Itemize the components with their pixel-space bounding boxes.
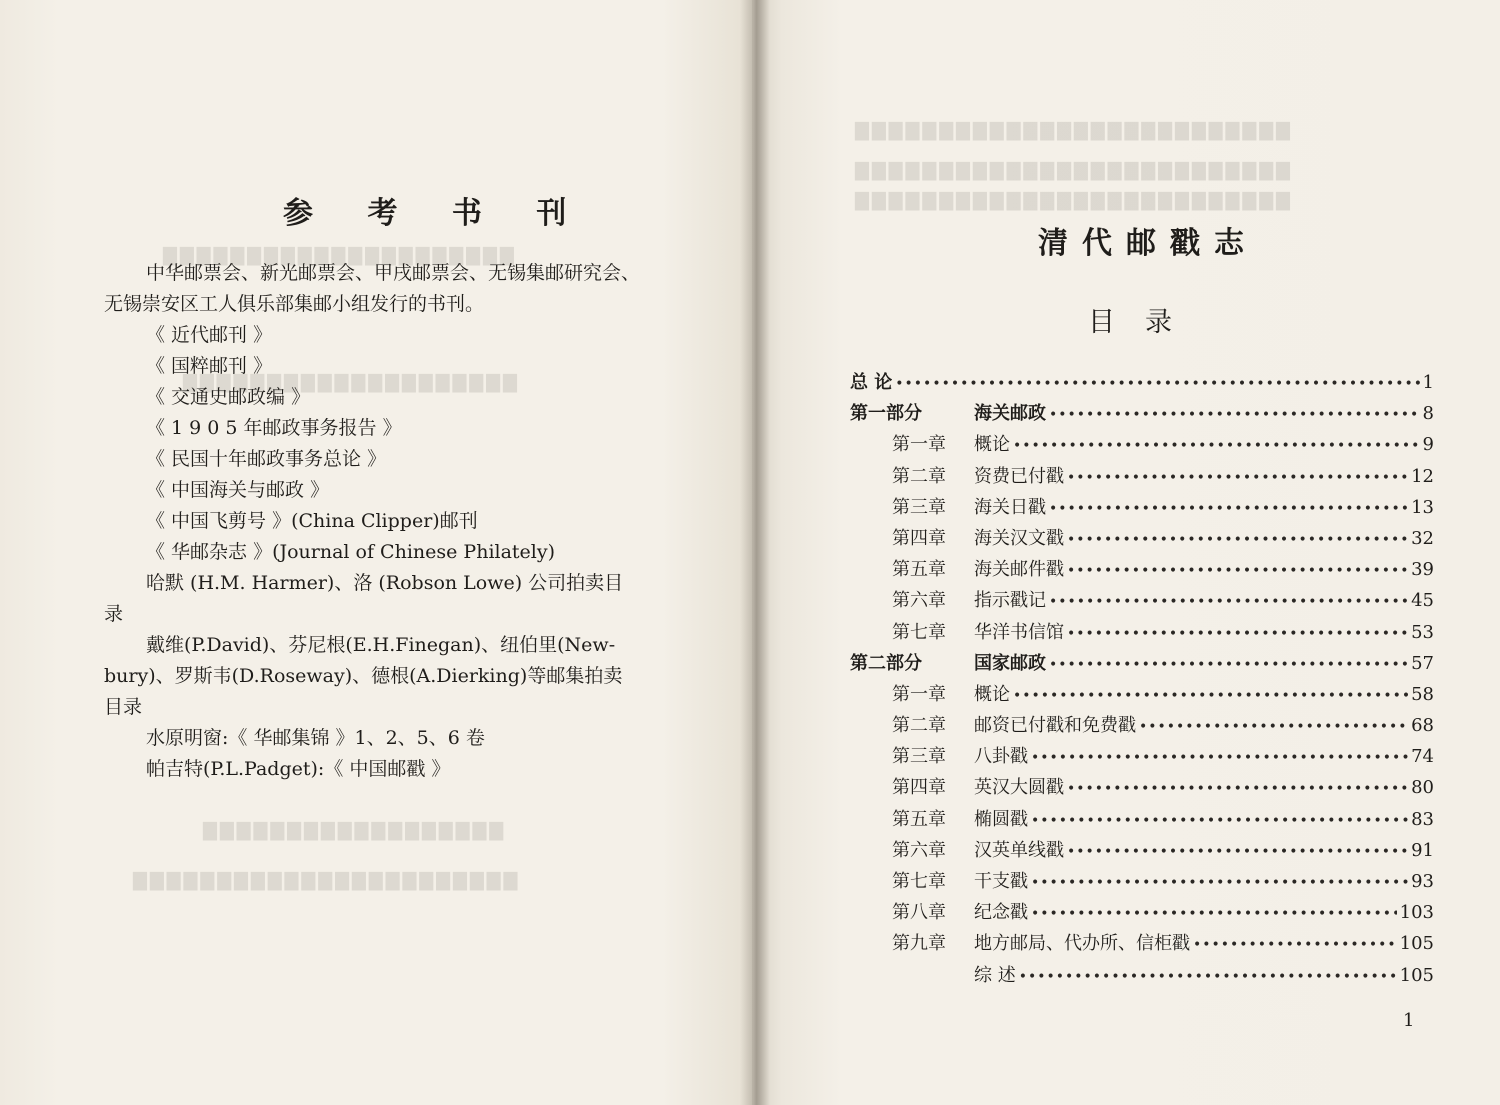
toc-entry-title: 地方邮局、代办所、信柜戳 [974,933,1190,955]
toc-entry-title: 国家邮政 [974,652,1046,674]
toc-entry-title: 资费已付戳 [974,465,1064,487]
toc-chapter-label: 第七章 [892,621,946,643]
toc-heading: 目录 [1088,307,1202,338]
toc-entry-title: 椭圆戳 [974,808,1028,830]
reference-line: 《 民国十年邮政事务总论 》 [146,448,387,470]
reference-line: 《 中国飞剪号 》(China Clipper)邮刊 [146,510,478,532]
toc-entry [850,711,1434,742]
toc-leader-dots [1067,844,1408,860]
toc-entry [850,649,1434,680]
toc-page-number: 103 [1399,902,1434,924]
toc-leader-dots [1049,594,1408,610]
show-through-text: ▇▇▇▇▇▇▇▇▇▇▇▇▇▇▇▇▇▇▇▇▇▇▇▇▇▇ [852,120,1290,141]
toc-entry [850,493,1434,524]
reference-line: 帕吉特(P.L.Padget):《 中国邮戳 》 [146,758,451,780]
toc-entry-title: 邮资已付戳和免费戳 [974,715,1136,737]
toc-entry [850,524,1434,555]
toc-entry [850,399,1434,430]
toc-page-number: 9 [1422,434,1434,456]
toc-entry-title: 干支戳 [974,871,1028,892]
show-through-text: ▇▇▇▇▇▇▇▇▇▇▇▇▇▇▇▇▇▇▇▇▇▇▇▇▇▇ [852,190,1290,211]
toc-page-number: 32 [1411,527,1434,549]
toc-page-number: 13 [1411,496,1434,518]
reference-line: 哈默 (H.M. Harmer)、洛 (Robson Lowe) 公司拍卖目 [146,572,624,594]
toc-leader-dots [1067,626,1408,642]
toc-leader-dots [1193,937,1397,953]
toc-page-number: 1 [1422,372,1434,393]
toc-entry [850,680,1434,711]
toc-page-number: 80 [1411,777,1434,799]
toc-entry-title: 海关邮政 [974,403,1046,425]
toc-page-number: 45 [1411,590,1434,612]
toc-entry [850,805,1434,836]
toc-page-number: 39 [1411,559,1434,581]
toc-chapter-label: 第二章 [892,715,946,737]
reference-line: 中华邮票会、新光邮票会、甲戌邮票会、无锡集邮研究会、 [146,262,641,284]
toc-entry-title: 英汉大圆戳 [974,777,1064,799]
reference-line: 《 华邮杂志 》(Journal of Chinese Philately) [146,541,556,563]
toc-entry-title: 概论 [974,434,1010,456]
toc-entry-title: 海关日戳 [974,496,1046,518]
page-number: 1 [1403,1010,1415,1031]
toc-entry [850,867,1434,898]
toc-page-number: 68 [1411,715,1434,737]
toc-leader-dots [1049,657,1408,673]
reference-line: 《 交通史邮政编 》 [146,386,311,408]
reference-line: 戴维(P.David)、芬尼根(E.H.Finegan)、纽伯里(New- [146,634,616,656]
toc-entry [850,836,1434,867]
toc-leader-dots [1013,438,1420,454]
toc-page-number: 91 [1411,839,1434,861]
book-gutter [740,0,770,1105]
toc-entry-title: 华洋书信馆 [974,621,1064,643]
toc-part-label: 第一部分 [850,403,922,425]
toc-entry-title: 概论 [974,683,1010,705]
toc-chapter-label: 第二章 [892,465,946,487]
reference-line: 录 [104,603,124,625]
toc-entry [850,555,1434,586]
toc-entry [850,773,1434,804]
show-through-text: ▇▇▇▇▇▇▇▇▇▇▇▇▇▇▇▇▇▇▇▇▇▇▇ [130,870,518,891]
reference-line: 无锡崇安区工人俱乐部集邮小组发行的书刊。 [104,293,485,315]
table-of-contents [850,368,1434,992]
reference-line: 《 近代邮刊 》 [146,324,273,346]
toc-chapter-label: 第六章 [892,839,946,861]
reference-line: 目录 [104,696,143,718]
toc-chapter-label: 第一章 [892,683,946,705]
toc-leader-dots [1031,875,1408,891]
toc-chapter-label: 第七章 [892,871,946,892]
toc-leader-dots [1067,563,1408,579]
toc-chapter-label: 第四章 [892,777,946,799]
toc-page-number: 105 [1399,933,1434,955]
toc-chapter-label: 第五章 [892,559,946,581]
toc-chapter-label: 第五章 [892,808,946,830]
toc-page-number: 83 [1411,808,1434,830]
toc-entry-title: 海关汉文戳 [974,527,1064,549]
toc-page-number: 12 [1411,465,1434,487]
reference-line: 水原明窗:《 华邮集锦 》1、2、5、6 卷 [146,727,485,749]
toc-leader-dots [1019,969,1397,985]
toc-entry-title: 纪念戳 [974,902,1028,924]
toc-leader-dots [1067,781,1408,797]
toc-chapter-label: 第三章 [892,496,946,518]
show-through-text: ▇▇▇▇▇▇▇▇▇▇▇▇▇▇▇▇▇▇ [200,820,504,841]
toc-leader-dots [895,376,1419,392]
toc-chapter-label: 第九章 [892,933,946,955]
toc-page-number: 58 [1411,683,1434,705]
toc-entry [850,618,1434,649]
toc-entry-title: 综 述 [974,964,1016,986]
toc-leader-dots [1031,813,1408,829]
show-through-text: ▇▇▇▇▇▇▇▇▇▇▇▇▇▇▇▇▇▇▇▇▇▇▇▇▇▇ [852,160,1290,181]
toc-leader-dots [1013,688,1408,704]
toc-page-number: 57 [1411,652,1434,674]
toc-page-number: 53 [1411,621,1434,643]
toc-entry [850,961,1434,992]
toc-leader-dots [1067,532,1408,548]
toc-leader-dots [1049,501,1408,517]
toc-entry-title: 海关邮件戳 [974,559,1064,581]
reference-list [104,258,694,785]
toc-part-label: 第二部分 [850,652,922,674]
reference-line: bury)、罗斯韦(D.Roseway)、德根(A.Dierking)等邮集拍卖 [104,665,623,687]
toc-entry-title: 汉英单线戳 [974,839,1064,861]
toc-entry [850,929,1434,960]
page-title: 参 考 书 刊 [283,196,589,231]
toc-chapter-label: 第八章 [892,902,946,924]
show-through-text: ▇▇▇▇▇▇▇▇▇▇▇▇▇▇▇▇▇▇▇▇ [180,372,517,393]
toc-entry [850,368,1434,399]
toc-page-number: 93 [1411,871,1434,892]
toc-entry [850,430,1434,461]
toc-page-number: 74 [1411,746,1434,768]
toc-chapter-label: 第三章 [892,746,946,768]
toc-leader-dots [1049,407,1420,423]
toc-leader-dots [1067,470,1408,486]
toc-leader-dots [1031,750,1408,766]
toc-entry [850,586,1434,617]
toc-leader-dots [1031,906,1397,922]
toc-page-number: 105 [1399,964,1434,986]
reference-line: 《 1 9 0 5 年邮政事务报告 》 [146,417,402,439]
toc-entry [850,898,1434,929]
reference-line: 《 中国海关与邮政 》 [146,479,330,501]
toc-chapter-label: 第一章 [892,434,946,456]
toc-chapter-label: 第六章 [892,590,946,612]
toc-entry [850,462,1434,493]
toc-entry [850,742,1434,773]
toc-entry-title: 八卦戳 [974,746,1028,768]
toc-chapter-label: 第四章 [892,527,946,549]
book-title: 清代邮戳志 [1038,226,1258,261]
reference-line: 《 国粹邮刊 》 [146,355,273,377]
toc-page-number: 8 [1422,403,1434,425]
show-through-text: ▇▇▇▇▇▇▇▇▇▇▇▇▇▇▇▇▇▇▇▇▇ [160,245,514,266]
toc-part-label: 总 论 [850,372,893,393]
toc-entry-title: 指示戳记 [974,590,1046,612]
toc-leader-dots [1139,719,1408,735]
